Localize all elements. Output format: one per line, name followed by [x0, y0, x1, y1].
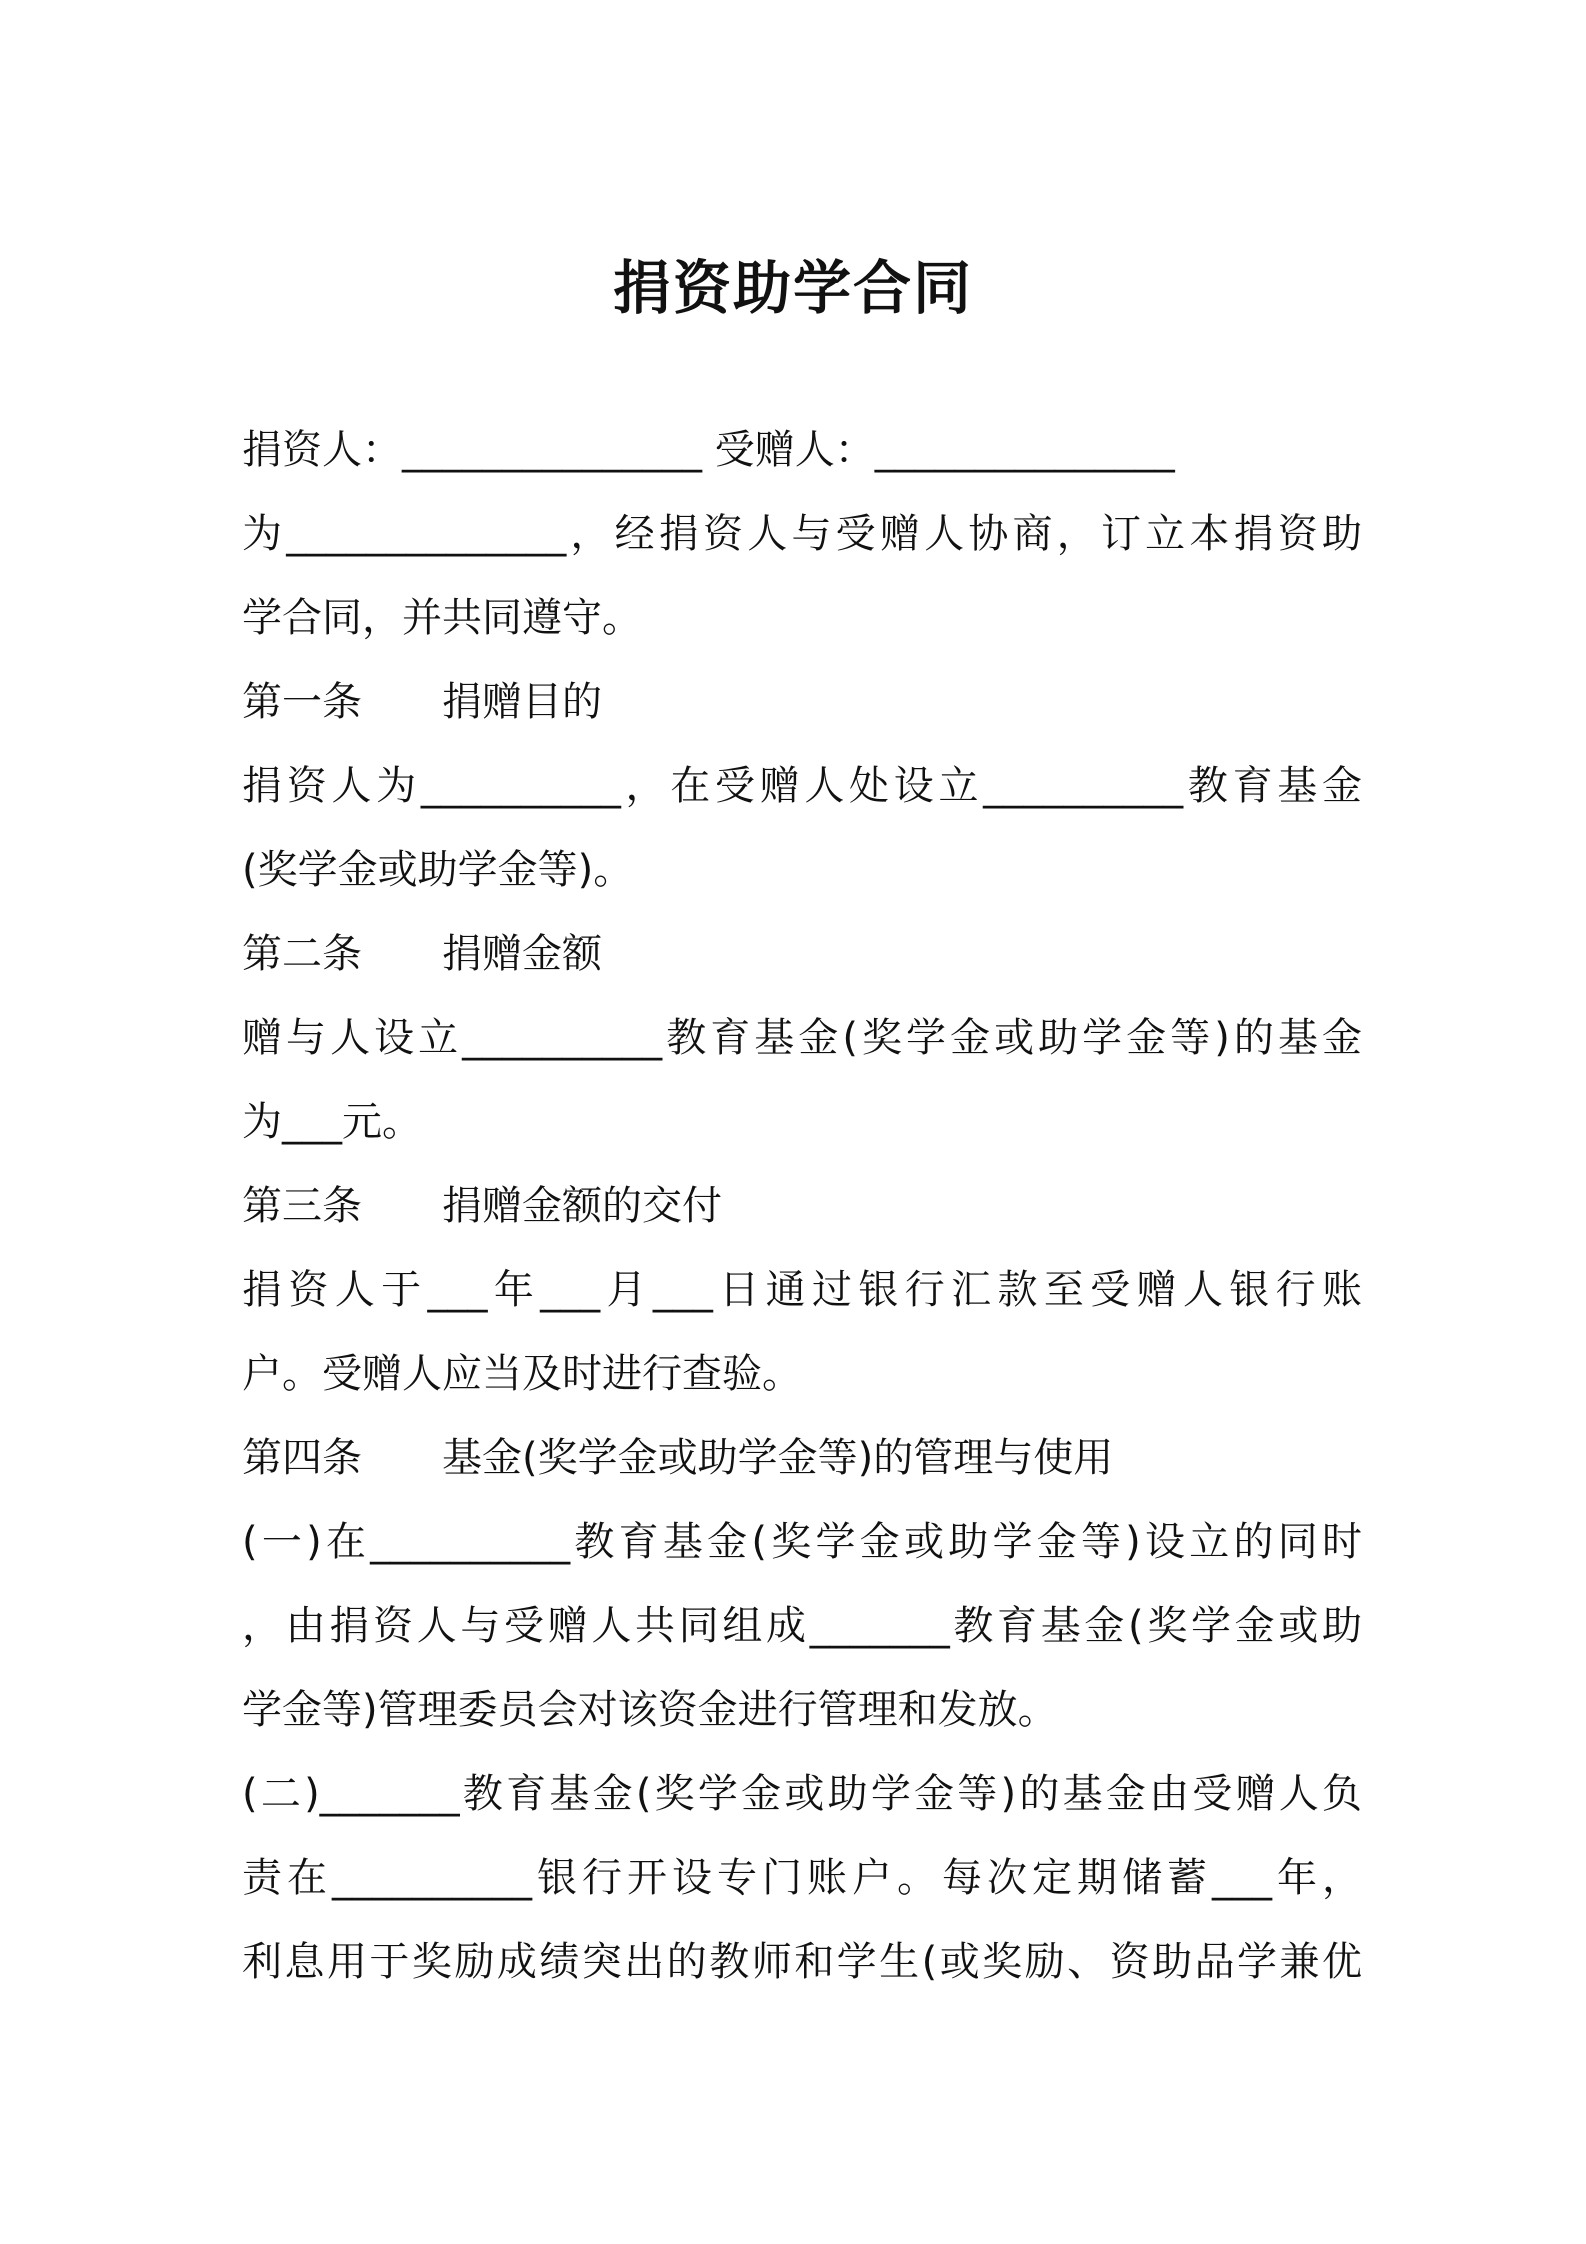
article-text-line: 赠与人设立__________教育基金(奖学金或助学金等)的基金	[242, 1015, 1362, 1061]
preamble-line: 为______________，经捐资人与受赠人协商，订立本捐资助	[242, 511, 1362, 557]
article-text-line: 捐资人于___年___月___日通过银行汇款至受赠人银行账	[242, 1267, 1362, 1313]
contract-body	[242, 408, 1362, 2004]
article-heading: 第一条 捐赠目的	[242, 679, 602, 725]
article-text-line: 利息用于奖励成绩突出的教师和学生(或奖励、资助品学兼优	[242, 1939, 1362, 1985]
article-text-line: ，由捐资人与受赠人共同组成_______教育基金(奖学金或助	[242, 1603, 1362, 1649]
article-text-line: (二)_______教育基金(奖学金或助学金等)的基金由受赠人负	[242, 1771, 1362, 1817]
article-text-line: 为___元。	[242, 1099, 422, 1145]
article-heading: 第二条 捐赠金额	[242, 931, 602, 977]
article-heading: 第四条 基金(奖学金或助学金等)的管理与使用	[242, 1435, 1114, 1481]
preamble-line: 学合同，并共同遵守。	[242, 595, 642, 641]
article-text-line: (奖学金或助学金等)。	[242, 847, 634, 893]
document-title: 捐资助学合同	[612, 254, 973, 322]
parties-line: 捐资人：_______________ 受赠人：_______________	[242, 427, 1175, 473]
article-text-line: 责在__________银行开设专门账户。每次定期储蓄___年，	[242, 1855, 1362, 1901]
article-text-line: 捐资人为__________，在受赠人处设立__________教育基金	[242, 763, 1362, 809]
article-text-line: 学金等)管理委员会对该资金进行管理和发放。	[242, 1687, 1058, 1733]
article-text-line: 户。受赠人应当及时进行查验。	[242, 1351, 802, 1397]
article-heading: 第三条 捐赠金额的交付	[242, 1183, 722, 1229]
article-text-line: (一)在__________教育基金(奖学金或助学金等)设立的同时	[242, 1519, 1362, 1565]
